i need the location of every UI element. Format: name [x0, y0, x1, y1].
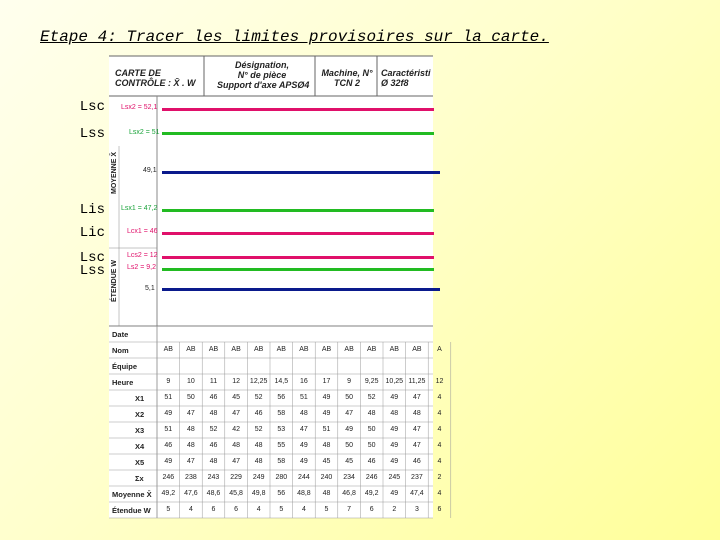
vertical-label-range: ÉTENDUE W	[111, 260, 118, 302]
table-cell: 46	[412, 458, 421, 465]
table-cell: 48	[186, 426, 195, 433]
table-cell: 5	[279, 506, 284, 513]
table-cell: 17	[322, 378, 331, 385]
header-machine-line2: TCN 2	[333, 78, 360, 88]
table-row-label: X1	[135, 394, 145, 403]
table-cell: 46	[209, 442, 218, 449]
header-designation-line2: N° de pièce	[237, 70, 287, 80]
table-cell: 45	[345, 458, 353, 465]
table-cell: 243	[207, 474, 220, 481]
table-row-label: X5	[135, 458, 145, 467]
table-cell: 51	[299, 394, 308, 401]
table-cell: 58	[277, 458, 286, 465]
page-title: Etape 4: Tracer les limites provisoires sur la carte.	[40, 28, 549, 46]
header-designation	[217, 60, 310, 90]
table-cell: 4	[301, 506, 306, 513]
limit-line-mean	[162, 171, 440, 174]
table-cell: 48	[299, 410, 308, 417]
table-cell: 51	[164, 394, 173, 401]
table-row-label: Moyenne X̄	[112, 490, 152, 499]
limit-line-usl-range	[162, 268, 434, 271]
table-cell: 6	[437, 506, 442, 513]
limit-label-usl-range: Ls2 = 9,2	[127, 264, 156, 271]
side-label-lsc-mean: Lsc	[79, 99, 105, 115]
table-cell: 4	[437, 426, 442, 433]
table-cell: 47	[412, 426, 421, 433]
limit-label-usl-mean: Lsx2 = 51	[129, 129, 160, 136]
table-cell: 48	[412, 410, 421, 417]
table-cell: 16	[299, 378, 308, 385]
table-row-label: X4	[135, 442, 145, 451]
side-label-lss-range: Lss	[79, 263, 105, 279]
table-cell: 5	[324, 506, 329, 513]
table-cell: 50	[367, 442, 376, 449]
header-chart-type-line2: CONTRÔLE : X̄ . W	[115, 78, 196, 88]
table-row-label: Équipe	[112, 362, 138, 371]
table-cell: 48	[322, 490, 331, 497]
table-cell: 49,2	[364, 490, 379, 497]
table-cell: 234	[343, 474, 355, 481]
table-cell: 280	[275, 474, 288, 481]
table-cell: 52	[367, 394, 376, 401]
limit-label-ucl-range: Lcs2 = 12	[127, 252, 158, 259]
table-cell: 7	[347, 506, 352, 513]
limit-label-mean: 49,1	[143, 167, 157, 174]
table-cell: 47,4	[410, 490, 424, 497]
table-cell: 47	[232, 410, 240, 417]
limit-label-lcl-mean: Lcx1 = 46	[127, 228, 158, 235]
table-cell: 42	[232, 426, 240, 433]
limit-label-ucl-mean: Lsx2 = 52,1	[121, 104, 158, 111]
table-cell: 47	[186, 458, 195, 465]
table-cell: 4	[437, 410, 442, 417]
limit-line-ucl-mean	[162, 108, 434, 111]
table-cell: AB	[186, 346, 196, 353]
limit-line-ucl-range	[162, 256, 434, 259]
table-cell: 48	[367, 410, 376, 417]
table-cell: 9,25	[364, 378, 379, 385]
limit-label-range: 5,1	[145, 285, 155, 292]
table-cell: 4	[188, 506, 193, 513]
table-row-label: Σx	[135, 474, 144, 483]
control-chart-card	[109, 56, 444, 518]
table-cell: 6	[211, 506, 216, 513]
table-cell: 49	[390, 394, 399, 401]
table-cell: 47	[345, 410, 353, 417]
side-label-lic-mean: Lic	[79, 225, 105, 241]
table-cell: 14,5	[274, 378, 289, 385]
side-label-lsc-range: Lsc	[79, 250, 105, 266]
table-cell: AB	[299, 346, 309, 353]
table-cell: 48	[254, 458, 263, 465]
limit-line-range	[162, 288, 440, 291]
table-cell: 12	[435, 378, 444, 385]
table-cell: 49	[322, 394, 331, 401]
table-cell: 50	[345, 442, 353, 449]
limit-line-lsl-mean	[162, 209, 434, 212]
table-cell: 9	[347, 378, 352, 385]
header-characteristic	[381, 68, 431, 88]
table-cell: 56	[277, 490, 286, 497]
table-row-label: X2	[135, 410, 145, 419]
table-cell: 245	[388, 474, 401, 481]
table-cell: 46,8	[342, 490, 356, 497]
table-cell: 58	[277, 410, 286, 417]
table-cell: 48,6	[206, 490, 221, 497]
table-cell: 48	[209, 410, 218, 417]
table-cell: 49	[164, 410, 173, 417]
header-chart-type-line1: CARTE DE	[115, 68, 161, 78]
table-cell: 4	[437, 394, 442, 401]
table-cell: 51	[322, 426, 331, 433]
table-cell: 50	[367, 426, 376, 433]
table-cell: 49	[299, 442, 308, 449]
table-cell: 56	[277, 394, 286, 401]
table-cell: AB	[231, 346, 241, 353]
table-cell: 53	[277, 426, 286, 433]
table-cell: 2	[437, 474, 442, 481]
table-cell: 246	[365, 474, 378, 481]
table-cell: 46	[209, 394, 218, 401]
table-cell: 50	[186, 394, 195, 401]
header-designation-line1: Désignation,	[234, 60, 289, 70]
table-cell: 11,25	[408, 378, 426, 385]
table-cell: AB	[412, 346, 422, 353]
table-cell: 2	[392, 506, 397, 513]
table-cell: 50	[345, 394, 353, 401]
table-cell: AB	[367, 346, 377, 353]
table-cell: 47	[412, 442, 421, 449]
table-cell: 55	[277, 442, 286, 449]
side-label-lis-mean: Lis	[79, 202, 105, 218]
table-cell: 240	[320, 474, 333, 481]
table-cell: 238	[185, 474, 197, 481]
header-characteristic-line2: Ø 32f8	[381, 78, 409, 88]
table-cell: 11	[209, 378, 218, 385]
table-cell: 48	[186, 442, 195, 449]
table-cell: AB	[163, 346, 173, 353]
table-cell: 46	[367, 458, 376, 465]
table-cell: 49	[390, 442, 399, 449]
table-cell: 4	[437, 458, 442, 465]
table-cell: 4	[256, 506, 261, 513]
table-cell: 4	[437, 442, 442, 449]
table-cell: 52	[254, 426, 263, 433]
table-cell: 48	[254, 442, 263, 449]
table-cell: 49	[390, 426, 399, 433]
table-cell: 48	[209, 458, 218, 465]
table-cell: 10,25	[385, 378, 404, 385]
table-cell: 49,2	[161, 490, 176, 497]
table-cell: 48	[322, 442, 331, 449]
table-cell: 52	[254, 394, 263, 401]
header-machine-line1: Machine, N°	[321, 68, 373, 78]
table-cell: 47	[232, 458, 240, 465]
table-cell: 12,25	[249, 378, 268, 385]
table-cell: AB	[254, 346, 264, 353]
table-cell: 3	[414, 506, 419, 513]
table-cell: 10	[186, 378, 195, 385]
header-characteristic-line1: Caractéristi	[381, 68, 431, 78]
table-cell: 12	[232, 378, 240, 385]
header-machine	[319, 68, 375, 88]
table-cell: 47	[412, 394, 421, 401]
table-cell: AB	[389, 346, 399, 353]
limit-label-lsl-mean: Lsx1 = 47,2	[121, 205, 158, 212]
table-cell: AB	[276, 346, 286, 353]
table-cell: 48	[390, 410, 399, 417]
table-cell: 45	[322, 458, 331, 465]
table-row-label: Heure	[112, 378, 134, 387]
table-cell: 246	[162, 474, 175, 481]
table-row-label: Nom	[112, 346, 129, 355]
table-cell: 49	[299, 458, 308, 465]
table-row-label: Date	[112, 330, 129, 339]
table-cell: 45,8	[229, 490, 243, 497]
table-cell: 48	[232, 442, 240, 449]
table-cell: 51	[164, 426, 173, 433]
table-cell: 45	[232, 394, 240, 401]
table-cell: 49	[322, 410, 331, 417]
table-cell: 49,8	[251, 490, 266, 497]
table-cell: AB	[344, 346, 354, 353]
header-designation-line3: Support d'axe APSØ4	[217, 80, 310, 90]
table-row-label: X3	[135, 426, 145, 435]
limit-line-lcl-mean	[162, 232, 434, 235]
table-cell: 49	[164, 458, 173, 465]
table-cell: 47	[186, 410, 195, 417]
table-cell: AB	[321, 346, 332, 353]
table-cell: 9	[166, 378, 171, 385]
table-cell: 6	[369, 506, 374, 513]
vertical-label-mean: MOYENNE X̄	[111, 151, 118, 194]
table-cell: 47,6	[184, 490, 198, 497]
table-cell: 49	[390, 458, 399, 465]
table-cell: 46	[164, 442, 173, 449]
table-cell: 244	[298, 474, 310, 481]
table-cell: 237	[411, 474, 423, 481]
table-cell: 229	[230, 474, 242, 481]
table-cell: 4	[437, 490, 442, 497]
table-cell: 49	[345, 426, 353, 433]
table-cell: 49	[390, 490, 399, 497]
header-chart-type	[115, 68, 196, 88]
table-cell: 6	[234, 506, 239, 513]
table-cell: A	[437, 346, 442, 353]
table-cell: 249	[252, 474, 265, 481]
table-cell: 52	[209, 426, 218, 433]
limit-line-usl-mean	[162, 132, 434, 135]
table-cell: 47	[299, 426, 308, 433]
table-cell: AB	[208, 346, 219, 353]
table-row-label: Étendue W	[112, 506, 151, 515]
table-cell: 46	[254, 410, 263, 417]
side-label-lss-mean: Lss	[79, 126, 105, 142]
table-cell: 48,8	[297, 490, 311, 497]
table-cell: 5	[166, 506, 171, 513]
